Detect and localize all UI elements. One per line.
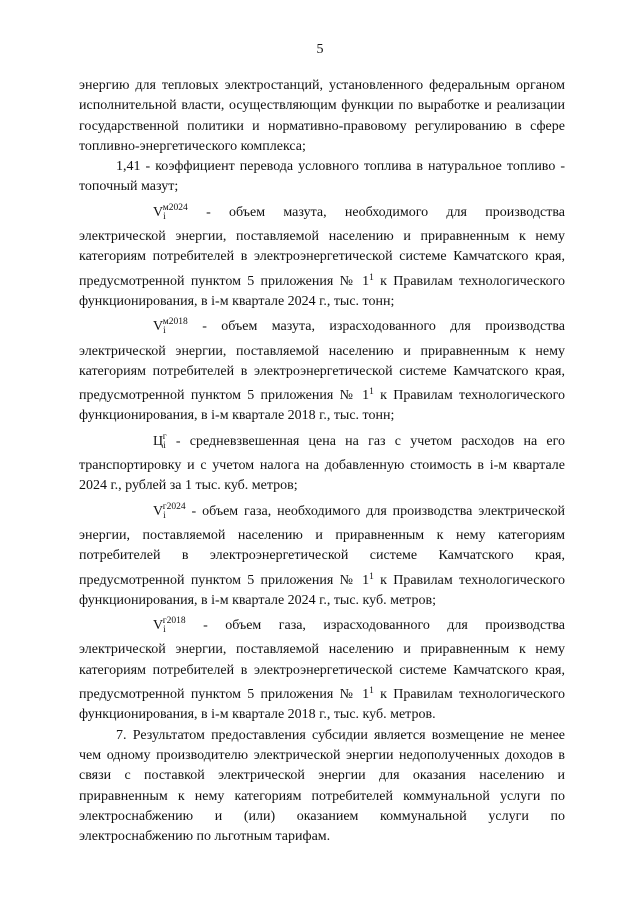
paragraph-fuel-coefficient: 1,41 - коэффициент перевода условного топлива в натуральное топливо - топочный мазут; [79,159,565,195]
paragraph-7-result: 7. Результатом предоставления субсидии является возмещение не менее чем одному производителю электрической энергии недополученных доходов в связи с поставкой электрической энергии для оказания населению и приравненным к нему категориям потребителей коммунальной услуги по электроснабжению и (или) оказанием коммунальной услуги по электроснабжению по льготным тарифам. [79,727,565,845]
page-number: 5 [316,42,324,57]
document-body [79,76,565,847]
symbol-v-m2024: $V_i^{м2024}$ [153,202,188,222]
symbol-v-g2018: $V_i^{г2018}$ [153,616,186,636]
definition-gas-price: $Ц_i^г$ - средневзвешенная цена на газ с учетом расходов на его транспортировку и с учетом налога на добавленную стоимость в i-м квартале 2024 г., рублей за 1 тыс. куб. метров; [79,427,565,497]
symbol-v-g2024: $V_i^{г2024}$ [153,501,186,521]
definition-gas-2024: $V_i^{г2024}$ - объем газа, необходимого для производства электрической энергии, поставляемой населению и приравненным к нему категориям потребителей в электроэнергетической системе Камчатского края, предусмотренной пунктом 5 приложения № 1$^1$ к Правилам технологического функционирования, в i-м квартале 2024 г., тыс. куб. метров; [79,497,565,611]
symbol-v-m2018: $V_i^{м2018}$ [153,317,188,337]
paragraph-continuation: энергию для тепловых электростанций, установленного федеральным органом исполнительной власти, осуществляющим функции по выработке и реализации государственной политики и нормативно-правовому регулированию в сфере топливно-энергетического комплекса; [79,78,565,154]
symbol-c-g: $Ц_i^г$ [153,431,167,451]
definition-gas-2018: $V_i^{г2018}$ - объем газа, израсходованного для производства электрической энергии, поставляемой населению и приравненным к нему категориям потребителей в электроэнергетической системе Камчатского края, предусмотренной пунктом 5 приложения № 1$^1$ к Правилам технологического функционирования, в i-м квартале 2018 г., тыс. куб. метров. [79,611,565,725]
definition-fuel-oil-2024: $V_i^{м2024}$ - объем мазута, необходимого для производства электрической энергии, поставляемой населению и приравненным к нему категориям потребителей в электроэнергетической системе Камчатского края, предусмотренной пунктом 5 приложения № 1$^1$ к Правилам технологического функционирования, в i-м квартале 2024 г., тыс. тонн; [79,198,565,312]
definition-fuel-oil-2018: $V_i^{м2018}$ - объем мазута, израсходованного для производства электрической энергии, поставляемой населению и приравненным к нему категориям потребителей в электроэнергетической системе Камчатского края, предусмотренной пунктом 5 приложения № 1$^1$ к Правилам технологического функционирования, в i-м квартале 2018 г., тыс. тонн; [79,312,565,426]
